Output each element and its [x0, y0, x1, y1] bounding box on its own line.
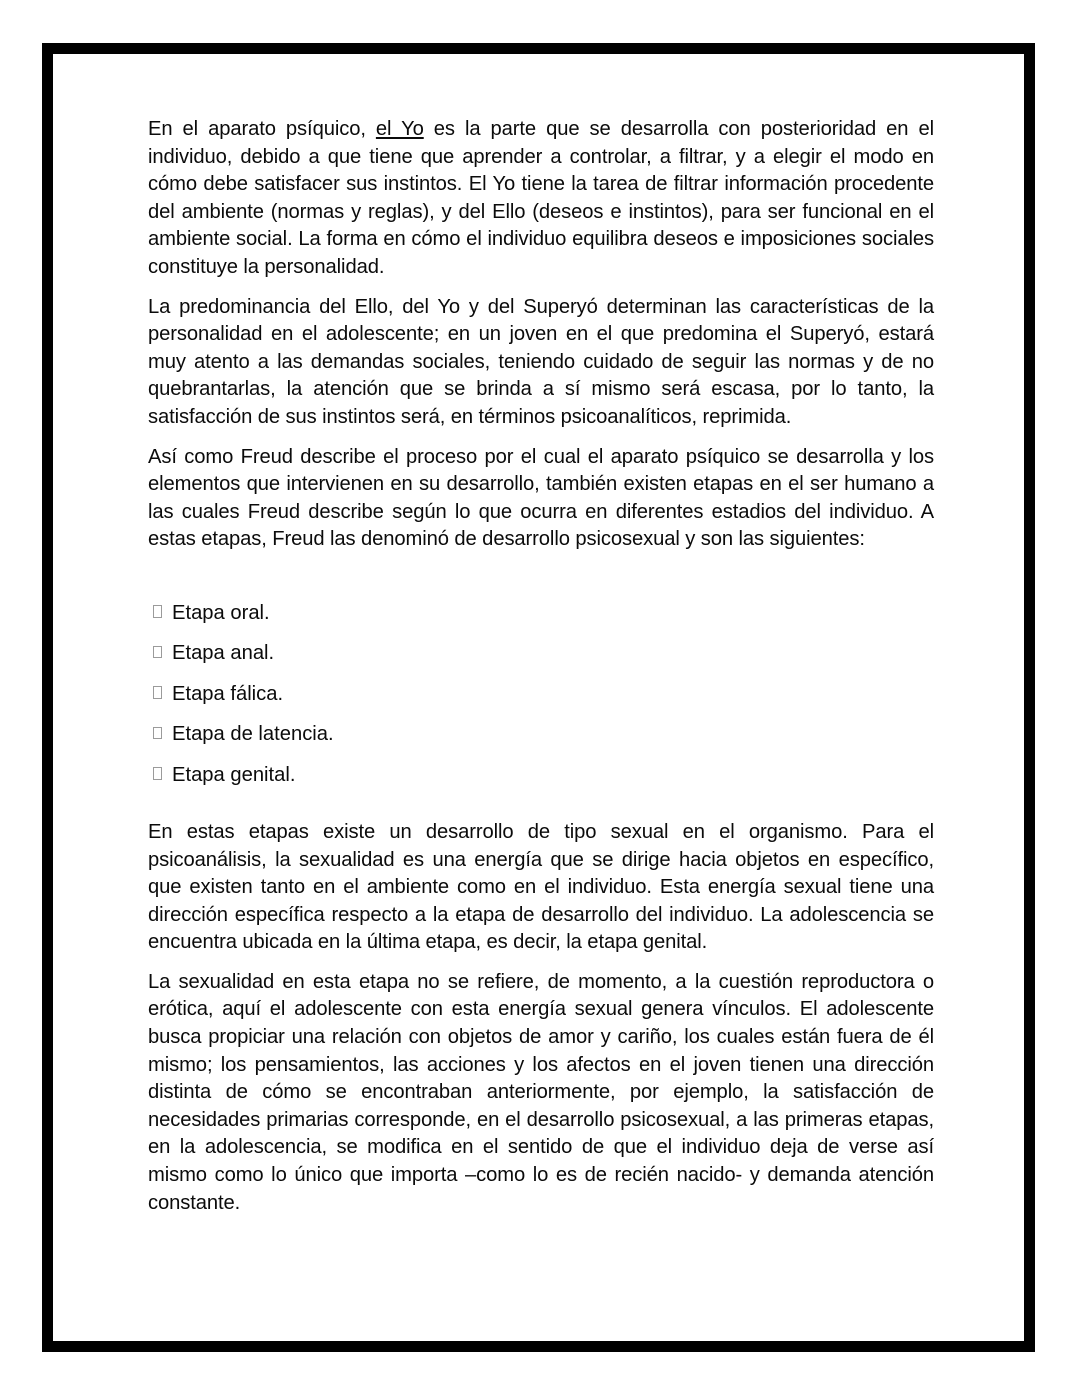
empty-square-box-icon: [153, 605, 162, 618]
paragraph-sexualidad-etapa: La sexualidad en esta etapa no se refiere, de momento, a la cuestión reproductora o erótica, aquí el adolescente con esta energía sexual genera vínculos. El adolescente busca propiciar una relación con objetos de amor y cariño, los cuales están fuera de él mismo; los pensamientos, las acciones y los afectos en el joven tienen una dirección distinta de cómo se encontraban anteriormente, por ejemplo, la satisfacción de necesidades primarias corresponde, en el desarrollo psicosexual, a las primeras etapas, en la adolescencia, se modifica en el sentido de que el individuo deja de verse así mismo como lo único que importa –como lo es de recién nacido- y demanda atención constante.: [148, 970, 934, 1214]
list-item: [148, 640, 934, 667]
empty-square-box-icon: [153, 646, 162, 659]
paragraph-predominancia: La predominancia del Ello, del Yo y del Superyó determinan las características de la personalidad en el adolescente; en un joven en el que predomina el Superyó, estará muy atento a las demandas sociales, teniendo cuidado de seguir las normas y de no quebrantarlas, la atención que se brinda a sí mismo será escasa, por lo tanto, la satisfacción de sus instintos será, en términos psicoanalíticos, reprimida.: [148, 295, 934, 428]
empty-square-box-icon: [153, 727, 162, 740]
underlined-term-el-yo: el Yo: [375, 118, 424, 140]
empty-square-box-icon: [153, 767, 162, 780]
document-page-sheet: [53, 54, 1024, 1341]
spacer-after-list: [148, 789, 934, 819]
list-item: [148, 600, 934, 627]
empty-square-box-icon: [153, 686, 162, 699]
list-item-label: Etapa de latencia.: [172, 723, 334, 746]
list-item: [148, 762, 934, 789]
list-item-label: Etapa fálica.: [172, 682, 284, 705]
list-item: [148, 681, 934, 708]
spacer-before-list: [148, 566, 934, 600]
list-item-label: Etapa genital.: [172, 763, 296, 786]
document-page-frame: [42, 43, 1035, 1352]
psychosexual-stages-list: [148, 600, 934, 789]
list-item-label: Etapa anal.: [172, 642, 275, 665]
paragraph-aparato-psiquico: [148, 116, 934, 282]
paragraph-freud-etapas: Así como Freud describe el proceso por el cual el aparato psíquico se desarrolla y los elementos que intervienen en su desarrollo, también existen etapas en el ser humano a las cuales Freud describe según lo que ocurra en diferentes estadios del individuo. A estas etapas, Freud las denominó de desarrollo psicosexual y son las siguientes:: [148, 445, 934, 551]
document-text-body: [148, 116, 934, 1217]
paragraph-1-segment-before-underline: En el aparato psíquico,: [148, 118, 376, 140]
paragraph-desarrollo-sexual: En estas etapas existe un desarrollo de tipo sexual en el organismo. Para el psicoanálisis, la sexualidad es una energía que se dirige hacia objetos en específico, que existen tanto en el ambiente como en el individuo. Esta energía sexual tiene una dirección específica respecto a la etapa de desarrollo del individuo. La adolescencia se encuentra ubicada en la última etapa, es decir, la etapa genital.: [148, 820, 934, 954]
list-item: [148, 721, 934, 748]
list-item-label: Etapa oral.: [172, 601, 270, 624]
paragraph-1-segment-after-underline: es la parte que se desarrolla con posterioridad en el individuo, debido a que tiene que aprender a controlar, a filtrar, y a elegir el modo en cómo debe satisfacer sus instintos. El Yo tiene la tarea de filtrar información procedente del ambiente (normas y reglas), y del Ello (deseos e instintos), para ser funcional en el ambiente social. La forma en cómo el individuo equilibra deseos e imposiciones sociales constituye la personalidad.: [148, 118, 934, 278]
